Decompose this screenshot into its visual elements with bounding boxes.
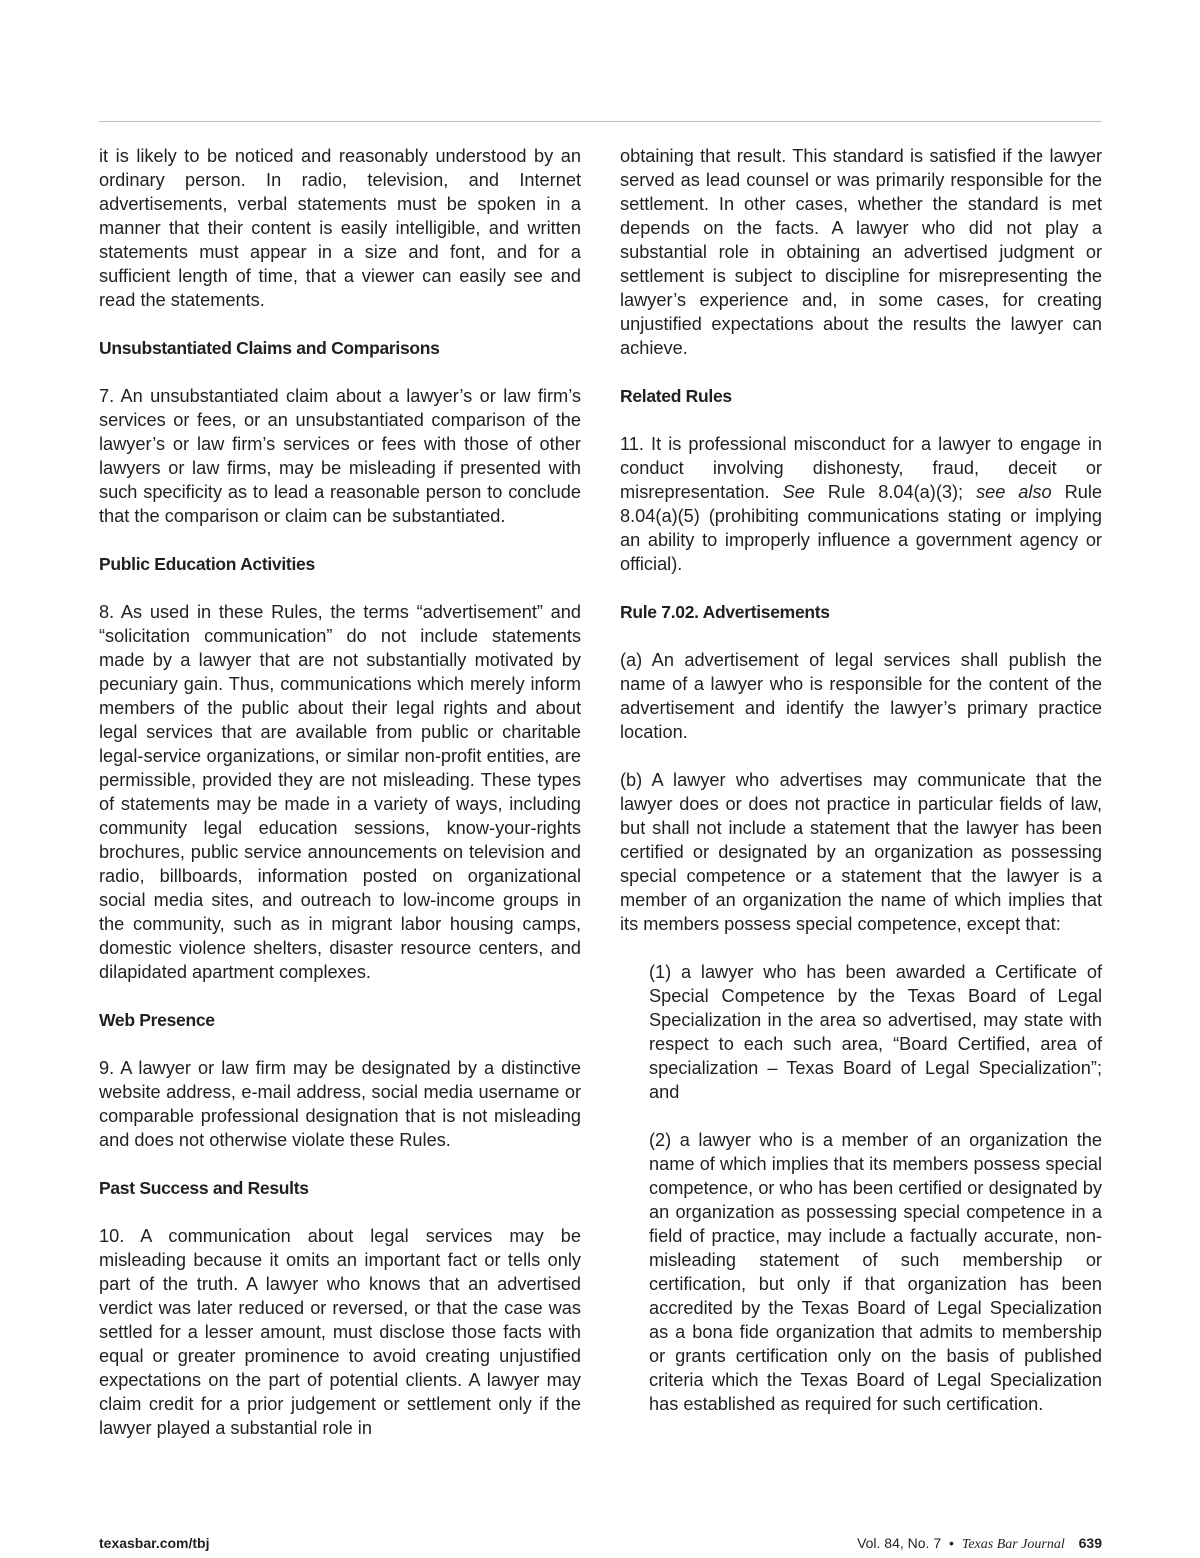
heading-public-education: Public Education Activities [99,554,315,574]
footer-bullet: • [949,1535,954,1551]
footer-page-number: 639 [1078,1535,1102,1551]
paragraph-b: (b) A lawyer who advertises may communicate that the lawyer does or does not practice in particular fields of law, but shall not include a statement that the lawyer has been certified or designated by an organization as possessing special competence or a statement that the lawyer is a member of an organization the name of which implies that its members possess special competence, except that: [620,770,1102,934]
right-column [620,144,1102,1440]
paragraph-11 [620,432,1102,576]
footer-issue: Vol. 84, No. 7 [857,1535,942,1551]
citation-see-also: see also [976,482,1052,502]
paragraph-11-text-a: 11. It is professional misconduct for a lawyer to engage in conduct involving dishonesty, fraud, deceit or misrepresentation. [620,434,1102,502]
paragraph-9: 9. A lawyer or law firm may be designated by a distinctive website address, e-mail address, social media username or comparable professional designation that is not misleading and does not otherwise violate these Rules. [99,1058,581,1150]
footer-journal-title: Texas Bar Journal [961,1537,1065,1552]
paragraph-a: (a) An advertisement of legal services shall publish the name of a lawyer who is responsible for the content of the advertisement and identify the lawyer’s primary practice location. [620,650,1102,742]
paragraph-continued: it is likely to be noticed and reasonably understood by an ordinary person. In radio, television, and Internet advertisements, verbal statements must be spoken in a manner that their content is easily intelligible, and written statements must appear in a size and font, and for a sufficient length of time, that a viewer can easily see and read the statements. [99,146,581,310]
heading-rule-7-02: Rule 7.02. Advertisements [620,602,830,622]
page-footer [99,1533,1102,1553]
heading-past-success: Past Success and Results [99,1178,309,1198]
paragraph-11-text-b: Rule 8.04(a)(3); [827,482,964,502]
paragraph-11-text-c: Rule 8.04(a)(5) (prohibiting communications stating or implying an ability to improperly influence a government agency or official). [620,482,1103,574]
paragraph-b-2: (2) a lawyer who is a member of an organization the name of which implies that its members possess special competence, or who has been certified or designated by an organization as possessing special competence in a field of practice, may include a factually accurate, non-misleading statement of such membership or certification, but only if that organization has been accredited by the Texas Board of Legal Specialization as a bona fide organization that admits to membership or grants certification only on the basis of published criteria which the Texas Board of Legal Specialization has established as required for such certification. [649,1130,1102,1414]
left-column [99,144,581,1464]
paragraph-b-1: (1) a lawyer who has been awarded a Certificate of Special Competence by the Texas Board of Legal Specialization in the area so advertised, may state with respect to each such area, “Board Certified, area of specialization – Texas Board of Legal Specialization”; and [649,962,1102,1102]
footer-citation [857,1533,1102,1555]
footer-url: texasbar.com/tbj [99,1535,210,1551]
paragraph-10-continued: obtaining that result. This standard is satisfied if the lawyer served as lead counsel or was primarily responsible for the settlement. In other cases, whether the standard is met depends on the facts. A lawyer who did not play a substantial role in obtaining an advertised judgment or settlement is subject to discipline for misrepresenting the lawyer’s experience and, in some cases, for creating unjustified expectations about the results the lawyer can achieve. [620,146,1102,358]
top-divider [99,121,1102,122]
citation-see: See [782,482,815,502]
heading-unsubstantiated-claims: Unsubstantiated Claims and Comparisons [99,338,440,358]
heading-related-rules: Related Rules [620,386,732,406]
paragraph-7: 7. An unsubstantiated claim about a lawyer’s or law firm’s services or fees, or an unsubstantiated comparison of the lawyer’s or law firm’s services or fees with those of other lawyers or law firms, may be misleading if presented with such specificity as to lead a reasonable person to conclude that the comparison or claim can be substantiated. [99,386,581,526]
paragraph-8: 8. As used in these Rules, the terms “advertisement” and “solicitation communication” do not include statements made by a lawyer that are not substantially motivated by pecuniary gain. Thus, communications which merely inform members of the public about their legal rights and about legal services that are available from public or charitable legal-service organizations, or similar non-profit entities, are permissible, provided they are not misleading. These types of statements may be made in a variety of ways, including community legal education sessions, know-your-rights brochures, public service announcements on television and radio, billboards, information posted on organizational social media sites, and outreach to low-income groups in the community, such as in migrant labor housing camps, domestic violence shelters, disaster resource centers, and dilapidated apartment complexes. [99,602,581,982]
paragraph-10: 10. A communication about legal services may be misleading because it omits an important fact or tells only part of the truth. A lawyer who knows that an advertised verdict was later reduced or reversed, or that the case was settled for a lesser amount, must disclose those facts with equal or greater prominence to avoid creating unjustified expectations on the part of potential clients. A lawyer may claim credit for a prior judgement or settlement only if the lawyer played a substantial role in [99,1226,581,1438]
heading-web-presence: Web Presence [99,1010,215,1030]
